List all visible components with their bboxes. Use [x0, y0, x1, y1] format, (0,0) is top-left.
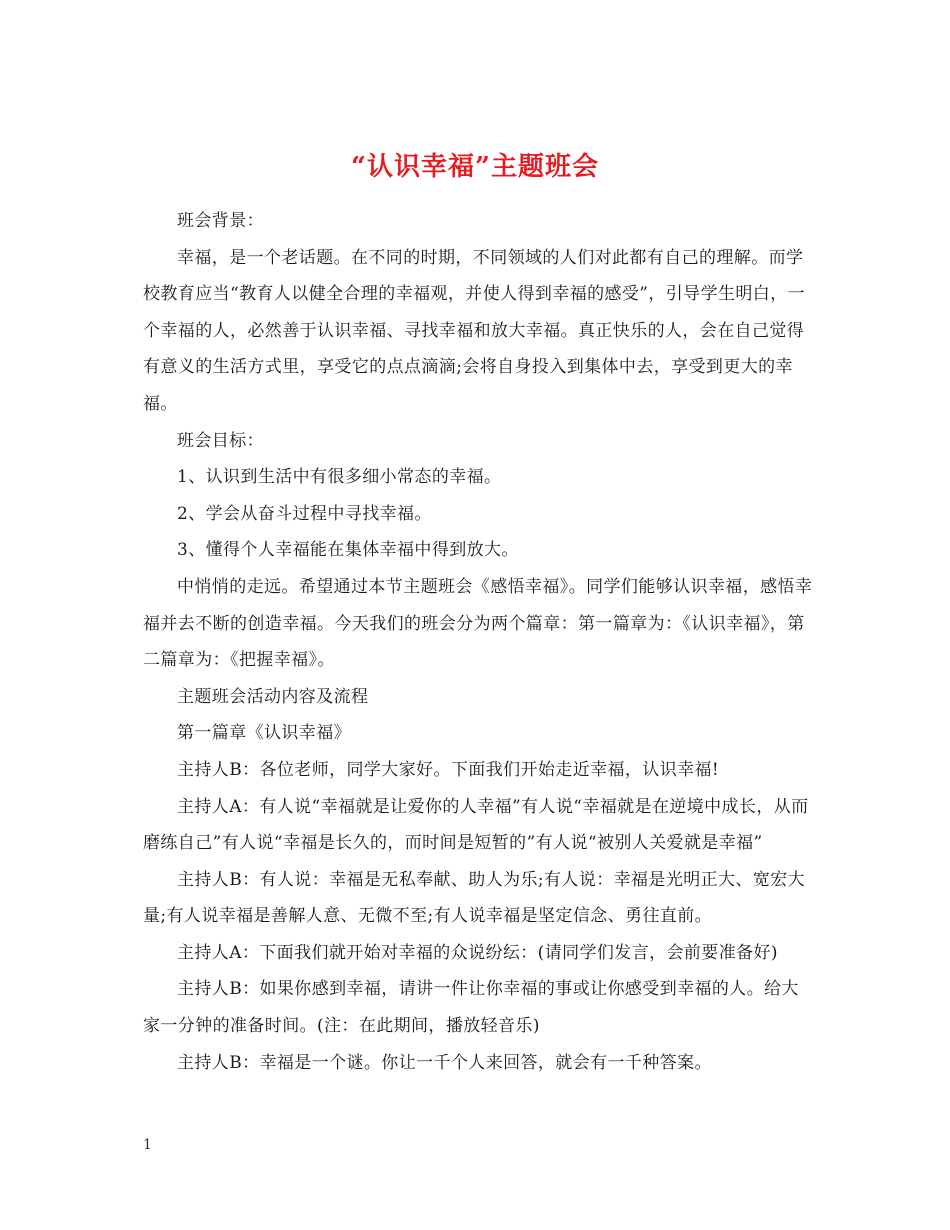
- paragraph-host-a-1: 主持人A：有人说“幸福就是让爱你的人幸福”有人说“幸福就是在逆境中成长，从而磨练自己”有人说“幸福是长久的，而时间是短暂的”有人说“被别人关爱就是幸福”: [143, 796, 809, 854]
- paragraph-host-b-4: 主持人B：幸福是一个谜。你让一千个人来回答，就会有一千种答案。: [177, 1052, 712, 1073]
- paragraph-host-b-1: 主持人B：各位老师，同学大家好。下面我们开始走近幸福，认识幸福!: [177, 759, 720, 780]
- document-title: “认识幸福”主题班会: [351, 152, 599, 183]
- paragraph-activity-heading: 主题班会活动内容及流程: [177, 686, 369, 707]
- paragraph-goal-3: 3、懂得个人幸福能在集体幸福中得到放大。: [177, 540, 519, 561]
- paragraph-goal-2: 2、学会从奋斗过程中寻找幸福。: [177, 503, 432, 524]
- paragraph-background-text: 幸福，是一个老话题。在不同的时期，不同领域的人们对此都有自己的理解。而学校教育应当“教育人以健全合理的幸福观，并使人得到幸福的感受”，引导学生明白，一个幸福的人，必然善于认识幸福、寻找幸福和放大幸福。真正快乐的人，会在自己觉得有意义的生活方式里，享受它的点点滴滴;会将自身投入到集体中去，享受到更大的幸福。: [143, 247, 805, 414]
- paragraph-goals-heading: 班会目标：: [177, 430, 264, 451]
- page-number: 1: [143, 1137, 152, 1153]
- paragraph-intro: 中悄悄的走远。希望通过本节主题班会《感悟幸福》。同学们能够认识幸福，感悟幸福并去不断的创造幸福。今天我们的班会分为两个篇章：第一篇章为：《认识幸福》，第二篇章为：《把握幸福》。: [143, 576, 813, 671]
- paragraph-host-b-3: 主持人B：如果你感到幸福，请讲一件让你幸福的事或让你感受到幸福的人。给大家一分钟的准备时间。(注：在此期间，播放轻音乐): [143, 979, 799, 1037]
- paragraph-goal-1: 1、认识到生活中有很多细小常态的幸福。: [177, 467, 502, 488]
- paragraph-host-b-2: 主持人B：有人说：幸福是无私奉献、助人为乐;有人说：幸福是光明正大、宽宏大量;有人说幸福是善解人意、无微不至;有人说幸福是坚定信念、勇往直前。: [143, 869, 806, 927]
- paragraph-chapter-one: 第一篇章《认识幸福》: [177, 723, 351, 744]
- paragraph-host-a-2: 主持人A：下面我们就开始对幸福的众说纷纭：(请同学们发言，会前要准备好): [177, 942, 778, 963]
- paragraph-background-heading: 班会背景：: [177, 211, 264, 231]
- document-body: [143, 203, 813, 1081]
